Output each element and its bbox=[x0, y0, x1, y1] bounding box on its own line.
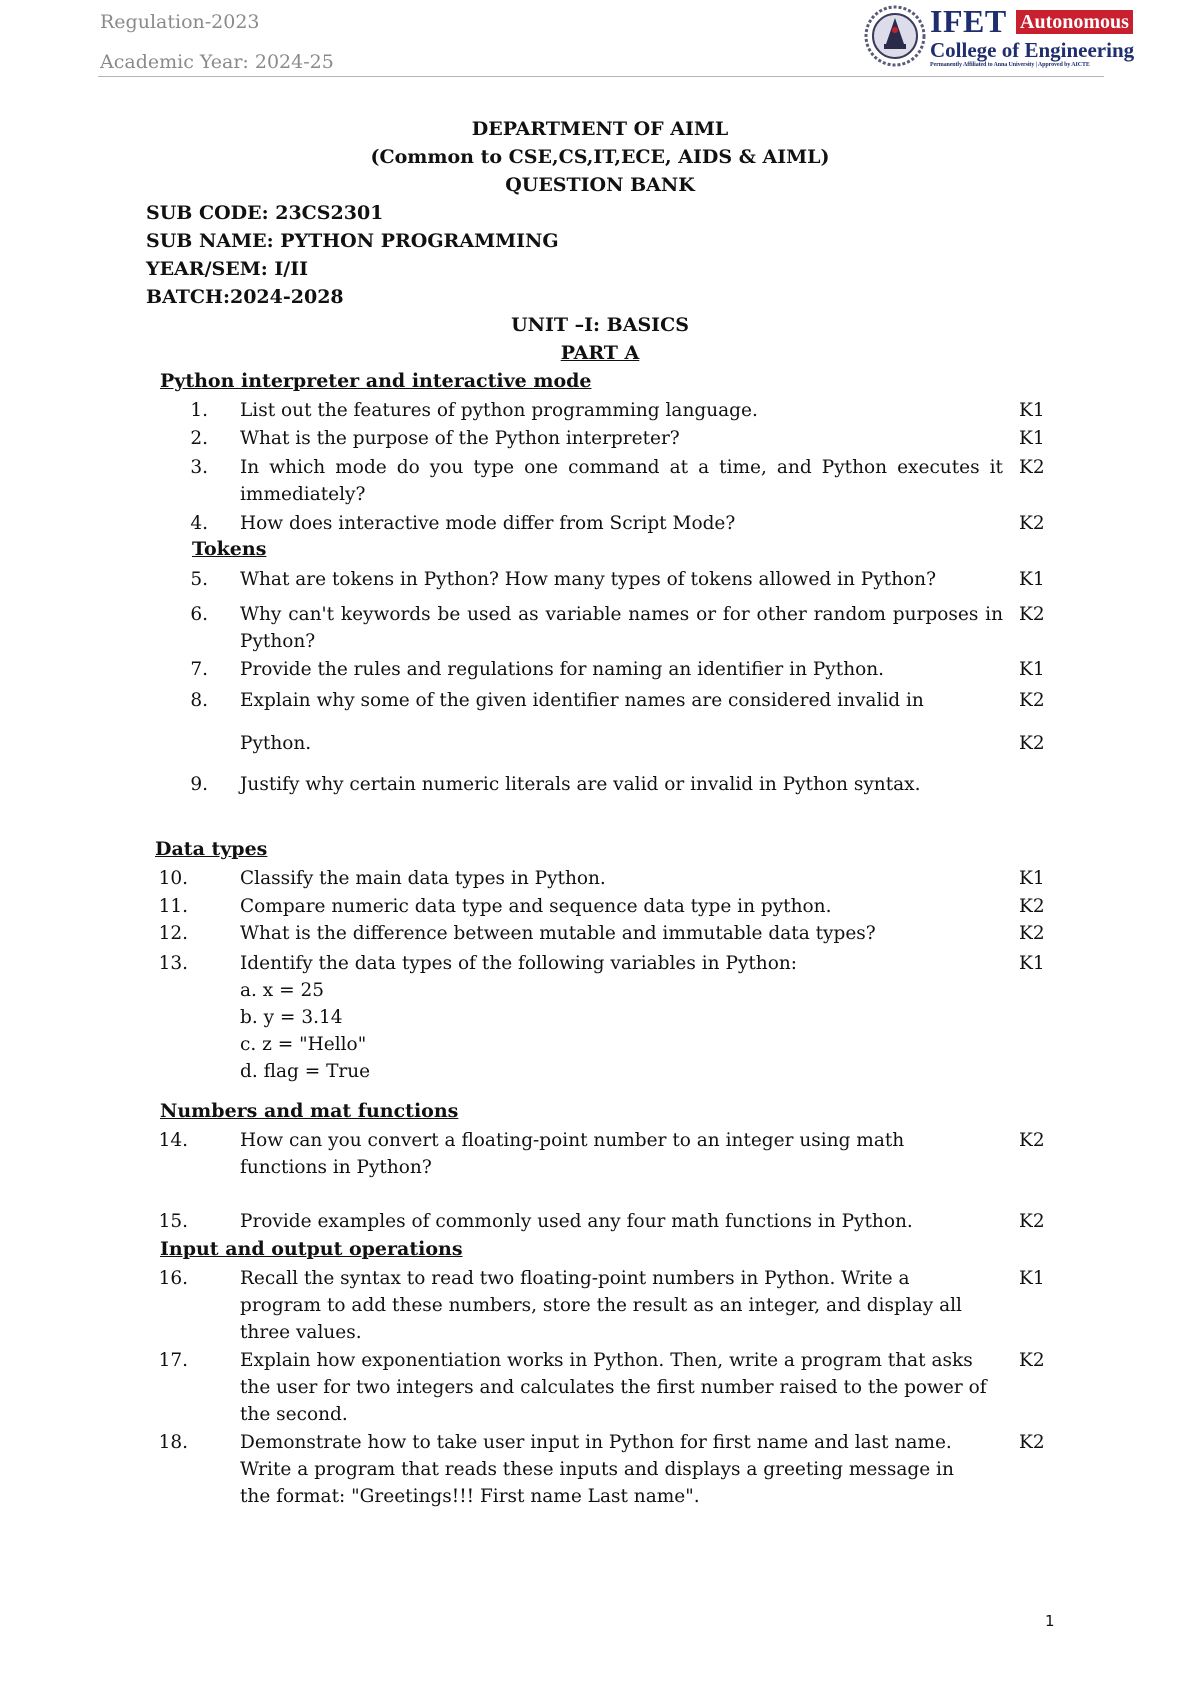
knowledge-level: K2 bbox=[1019, 896, 1045, 917]
knowledge-level: K1 bbox=[1019, 868, 1045, 889]
question-text: Classify the main data types in Python. bbox=[240, 868, 606, 889]
header-left bbox=[100, 2, 334, 82]
q13-option: d. flag = True bbox=[240, 1061, 371, 1082]
question-number: 16. bbox=[158, 1268, 188, 1289]
question-number: 2. bbox=[190, 428, 208, 449]
unit-title: UNIT –I: BASICS bbox=[511, 314, 689, 336]
academic-year-label: Academic Year: 2024-25 bbox=[100, 51, 334, 73]
q13-option: a. x = 25 bbox=[240, 980, 325, 1001]
logo-tagline: Permanently Affiliated to Anna University | Approved by AICTE bbox=[930, 62, 1090, 68]
question-number: 11. bbox=[158, 896, 188, 917]
question-text: Identify the data types of the following variables in Python: bbox=[240, 953, 797, 974]
knowledge-level: K2 bbox=[1019, 513, 1045, 534]
question-text: Why can't keywords be used as variable names or for other random purposes in Python? bbox=[240, 604, 1003, 652]
logo-college-name: College of Engineering bbox=[930, 38, 1135, 62]
question-number: 7. bbox=[190, 659, 208, 680]
question-text: How does interactive mode differ from Script Mode? bbox=[240, 513, 736, 534]
question-text: In which mode do you type one command at a time, and Python executes it immediately? bbox=[240, 457, 1003, 505]
logo-text bbox=[930, 3, 1135, 68]
section-tokens: Tokens bbox=[192, 538, 267, 560]
question-text: Explain how exponentiation works in Python. Then, write a program that asks the user for two integers and calculates the first number raised to the power of the second. bbox=[240, 1350, 987, 1425]
question-number: 6. bbox=[190, 604, 208, 625]
knowledge-level: K2 bbox=[1019, 733, 1045, 754]
regulation-label: Regulation-2023 bbox=[100, 11, 260, 33]
question-text: Justify why certain numeric literals are valid or invalid in Python syntax. bbox=[240, 774, 921, 795]
section-data-types: Data types bbox=[155, 838, 268, 860]
knowledge-level: K1 bbox=[1019, 428, 1045, 449]
section-numbers-math: Numbers and mat functions bbox=[160, 1100, 459, 1122]
college-emblem-icon bbox=[864, 4, 926, 68]
question-number: 3. bbox=[190, 457, 208, 478]
question-text: Explain why some of the given identifier names are considered invalid in bbox=[240, 690, 924, 711]
department-title: DEPARTMENT OF AIML bbox=[471, 118, 729, 140]
knowledge-level: K2 bbox=[1019, 1350, 1045, 1371]
knowledge-level: K1 bbox=[1019, 400, 1045, 421]
page-number: 1 bbox=[1045, 1612, 1055, 1630]
batch: BATCH:2024-2028 bbox=[146, 286, 344, 308]
knowledge-level: K1 bbox=[1019, 659, 1045, 680]
header-divider bbox=[98, 76, 1104, 77]
year-sem: YEAR/SEM: I/II bbox=[146, 258, 308, 280]
knowledge-level: K1 bbox=[1019, 1268, 1045, 1289]
question-text: Demonstrate how to take user input in Python for first name and last name. Write a program that reads these inputs and displays a greeting message in the format: "Greetings!!! First name Last name". bbox=[240, 1432, 954, 1507]
question-bank-title: QUESTION BANK bbox=[505, 174, 695, 196]
question-text: Provide the rules and regulations for naming an identifier in Python. bbox=[240, 659, 885, 680]
question-number: 17. bbox=[158, 1350, 188, 1371]
question-number: 1. bbox=[190, 400, 208, 421]
question-text: How can you convert a floating-point number to an integer using math functions in Python? bbox=[240, 1130, 905, 1178]
question-text: Python. bbox=[240, 733, 312, 754]
question-text: List out the features of python programming language. bbox=[240, 400, 758, 421]
question-number: 4. bbox=[190, 513, 208, 534]
question-number: 9. bbox=[190, 774, 208, 795]
question-number: 8. bbox=[190, 690, 208, 711]
logo-ifet: IFET bbox=[930, 3, 1007, 39]
question-text: What is the purpose of the Python interpreter? bbox=[240, 428, 680, 449]
question-number: 15. bbox=[158, 1211, 188, 1232]
knowledge-level: K2 bbox=[1019, 1432, 1045, 1453]
section-input-output: Input and output operations bbox=[160, 1238, 463, 1260]
question-number: 12. bbox=[158, 923, 188, 944]
sub-name: SUB NAME: PYTHON PROGRAMMING bbox=[146, 230, 559, 252]
common-to-line: (Common to CSE,CS,IT,ECE, AIDS & AIML) bbox=[370, 146, 830, 168]
knowledge-level: K1 bbox=[1019, 953, 1045, 974]
q13-option: c. z = "Hello" bbox=[240, 1034, 367, 1055]
knowledge-level: K2 bbox=[1019, 923, 1045, 944]
logo-autonomous-badge: Autonomous bbox=[1016, 10, 1133, 34]
question-text: What are tokens in Python? How many types of tokens allowed in Python? bbox=[240, 569, 936, 590]
section-interpreter: Python interpreter and interactive mode bbox=[160, 370, 592, 392]
knowledge-level: K2 bbox=[1019, 457, 1045, 478]
knowledge-level: K2 bbox=[1019, 1130, 1045, 1151]
question-text: Compare numeric data type and sequence data type in python. bbox=[240, 896, 832, 917]
college-logo bbox=[864, 2, 1164, 74]
knowledge-level: K2 bbox=[1019, 604, 1045, 625]
knowledge-level: K2 bbox=[1019, 690, 1045, 711]
question-text: Recall the syntax to read two floating-point numbers in Python. Write a program to add these numbers, store the result as an integer, and display all three values. bbox=[240, 1268, 962, 1343]
question-number: 13. bbox=[158, 953, 188, 974]
question-number: 18. bbox=[158, 1432, 188, 1453]
q13-option: b. y = 3.14 bbox=[240, 1007, 343, 1028]
question-number: 14. bbox=[158, 1130, 188, 1151]
question-text: Provide examples of commonly used any four math functions in Python. bbox=[240, 1211, 913, 1232]
sub-code: SUB CODE: 23CS2301 bbox=[146, 202, 384, 224]
question-number: 10. bbox=[158, 868, 188, 889]
question-number: 5. bbox=[190, 569, 208, 590]
knowledge-level: K2 bbox=[1019, 1211, 1045, 1232]
part-a-title: PART A bbox=[560, 342, 640, 364]
question-text: What is the difference between mutable and immutable data types? bbox=[240, 923, 876, 944]
knowledge-level: K1 bbox=[1019, 569, 1045, 590]
